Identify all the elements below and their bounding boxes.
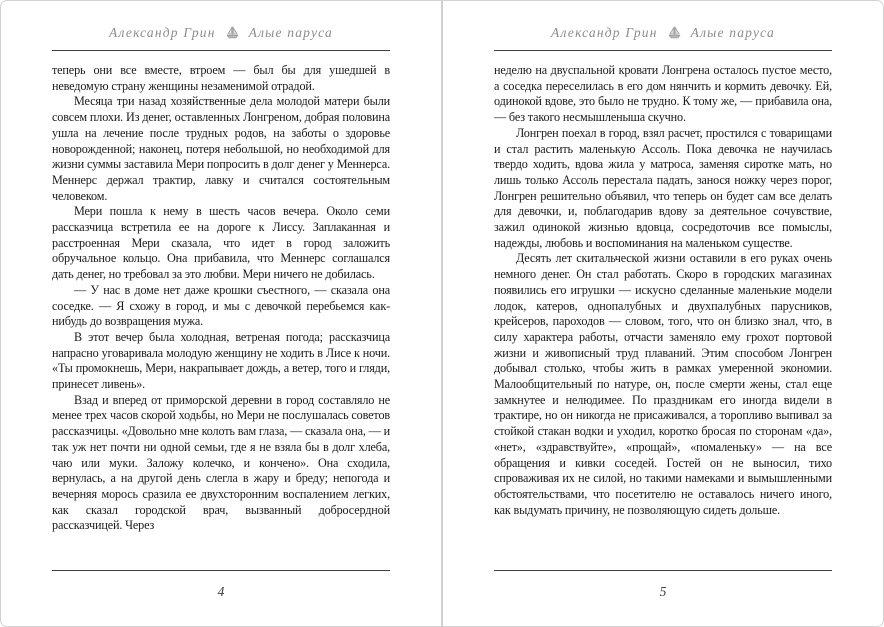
paragraph: теперь они все вместе, втроем — был бы для ушедшей в неведомую страну женщины незаменимой отрадой. — [52, 63, 390, 93]
sailing-ship-icon — [667, 25, 682, 40]
book-title: Алые паруса — [690, 25, 775, 40]
page-number-left: 4 — [217, 584, 225, 599]
page-body-right — [494, 63, 832, 570]
author-name: Александр Грин — [551, 25, 658, 40]
running-header — [494, 1, 832, 51]
sailing-ship-icon — [225, 25, 240, 40]
paragraph: Лонгрен поехал в город, взял расчет, простился с товарищами и стал растить маленькую Ассоль. Пока девочка не научилась твердо ходить, вдова жила у матроса, заменяя сиротке мать, но лишь только Ассоль перестала падать, занося ножку через порог, Лонгрен решительно объявил, что теперь он будет сам все делать для девочки, и, поблагодарив вдову за деятельное сочувствие, зажил одинокой жизнью вдовца, сосредоточив все помыслы, надежды, любовь и воспоминания на маленьком существе. — [494, 125, 832, 250]
paragraph: В этот вечер была холодная, ветреная погода; рассказчица напрасно уговаривала молодую женщину не ходить в Лисе к ночи. «Ты промокнешь, Мери, накрапывает дождь, а ветер, того и гляди, принесет ливень». — [52, 329, 390, 392]
paragraph: Взад и вперед от приморской деревни в город составляло не менее трех часов скорой ходьбы, но Мери не послушалась советов рассказчицы. «Довольно мне колоть вам глаза, — сказала она, — и так уж нет почти ни одной семьи, где я не взяла бы в долг хлеба, чаю или муки. Заложу колечко, и кончено». Она сходила, вернулась, а на другой день слегла в жару и бреду; непогода и вечерняя морось сразила ее двухсторонним воспалением легких, как сказал городской врач, вызванный добросердной рассказчицей. Через — [52, 392, 390, 533]
paragraph: — У нас в доме нет даже крошки съестного, — сказала она соседке. — Я схожу в город, и мы с девочкой перебьемся как-нибудь до возвращения мужа. — [52, 282, 390, 329]
page-number-right: 5 — [659, 584, 667, 599]
book-title: Алые паруса — [248, 25, 333, 40]
paragraph: Мери пошла к нему в шесть часов вечера. Около семи рассказчица встретила ее на дороге к Лиссу. Заплаканная и расстроенная Мери сказала, что идет в город заложить обручальное кольцо. Она прибавила, что Меннерс соглашался дать денег, но требовал за это любви. Мери ничего не добилась. — [52, 204, 390, 282]
page-body-left — [52, 63, 390, 570]
running-header — [52, 1, 390, 51]
paragraph: Месяца три назад хозяйственные дела молодой матери были совсем плохи. Из денег, оставленных Лонгреном, добрая половина ушла на лечение после трудных родов, на заботы о здоровье новорожденной; наконец, потеря небольшой, но необходимой для жизни суммы заставила Мери попросить в долг денег у Меннерса. Меннерс держал трактир, лавку и считался состоятельным человеком. — [52, 94, 390, 203]
page-left — [1, 1, 441, 626]
author-name: Александр Грин — [109, 25, 216, 40]
paragraph: Десять лет скитальческой жизни оставили в его руках очень немного денег. Он стал работать. Скоро в городских магазинах появились его игрушки — искусно сделанные маленькие модели лодок, катеров, однопалубных и двухпалубных парусников, крейсеров, пароходов — словом, того, что он близко знал, что, в силу характера работы, отчасти заменяло ему грохот портовой жизни и живописный труд плаваний. Этим способом Лонгрен добывал столько, чтобы жить в рамках умеренной экономии. Малообщительный по натуре, он, после смерти жены, стал еще замкнутее и нелюдимее. По праздникам его иногда видели в трактире, но он никогда не присаживался, а торопливо выпивал за стойкой стакан водки и уходил, коротко бросая по сторонам «да», «нет», «здравствуйте», «прощай», «помаленьку» — на все обращения и кивки соседей. Гостей он не выносил, тихо спроваживая их не силой, но такими намеками и вымышленными обстоятельствами, что посетителю не оставалось ничего иного, как выдумать причину, не позволяющую сидеть дольше. — [494, 251, 832, 517]
page-right — [443, 1, 883, 626]
paragraph: неделю на двуспальной кровати Лонгрена осталось пустое место, а соседка переселилась в его дом нянчить и кормить девочку. Ей, одинокой вдове, это было не трудно. К тому же, — прибавила она, — без такого несмышленыша скучно. — [494, 63, 832, 125]
